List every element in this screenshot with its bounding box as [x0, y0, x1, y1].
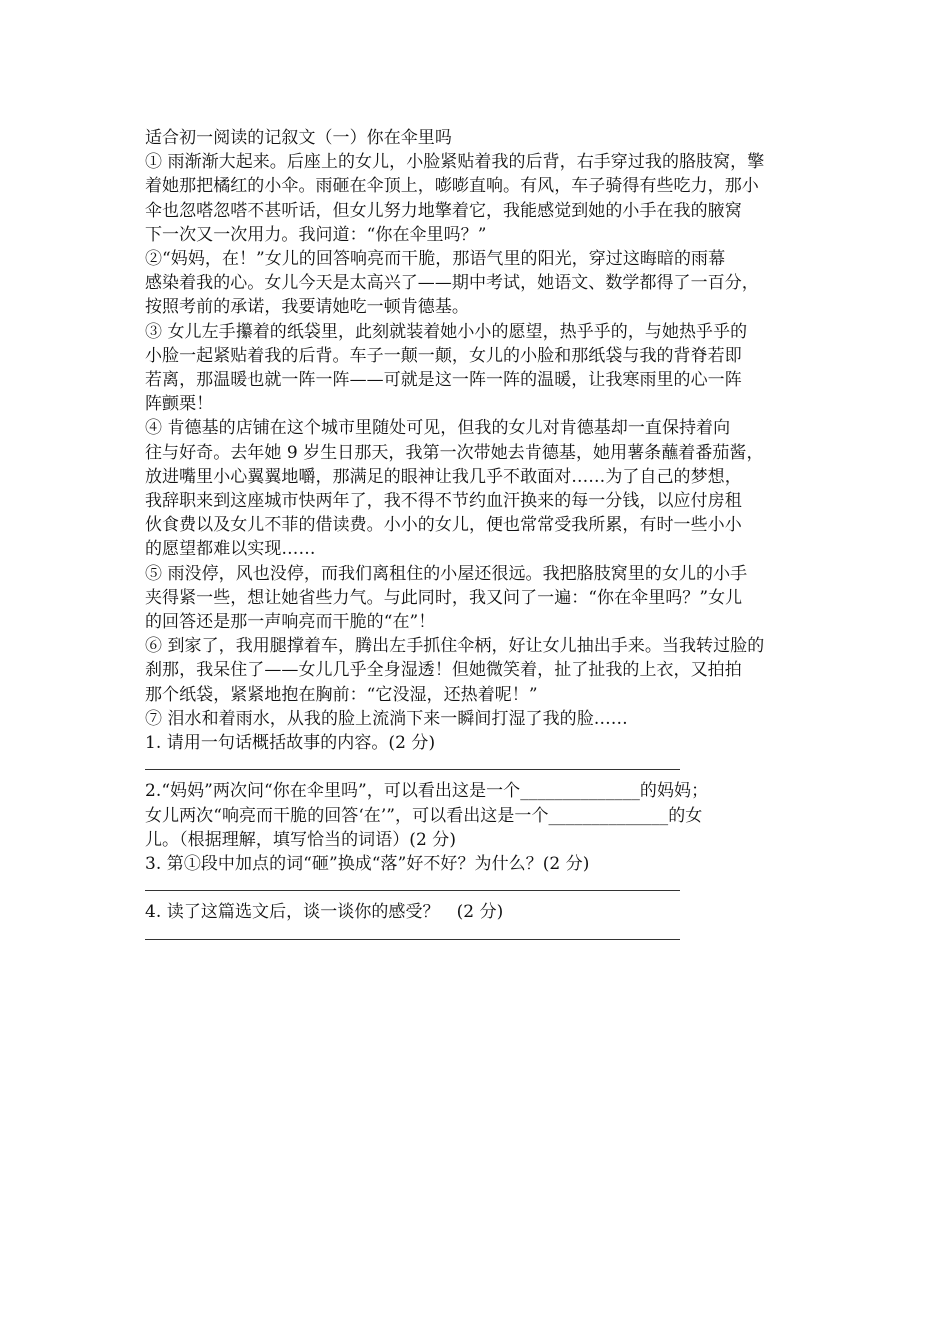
paragraph-line: 那个纸袋，紧紧地抱在胸前：“它没湿，还热着呢！” — [145, 684, 538, 705]
paragraph-line: 夹得紧一些，想让她省些力气。与此同时，我又问了一遍：“你在伞里吗？”女儿 — [145, 587, 743, 608]
question-2-line: 儿。（根据理解，填写恰当的词语）(2 分) — [145, 829, 457, 850]
document-page — [145, 126, 811, 949]
answer-rule — [145, 890, 680, 891]
question-1: 1. 请用一句话概括故事的内容。(2 分) — [145, 733, 436, 754]
question-3: 3. 第①段中加点的词“砸”换成“落”好不好？为什么？(2 分) — [145, 854, 590, 875]
paragraph-line: 刹那，我呆住了——女儿几乎全身湿透！但她微笑着，扯了扯我的上衣，又拍拍 — [145, 660, 742, 681]
paragraph-line: 的愿望都难以实现…… — [145, 539, 316, 560]
paragraph-line: 感染着我的心。女儿今天是太高兴了——期中考试，她语文、数学都得了一百分， — [145, 273, 759, 294]
paragraph-line: 按照考前的承诺，我要请她吃一顿肯德基。 — [145, 297, 469, 318]
paragraph-line: ③ 女儿左手攥着的纸袋里，此刻就装着她小小的愿望，热乎乎的，与她热乎乎的 — [145, 321, 748, 342]
answer-line-q3 — [145, 876, 811, 900]
paragraph-line: 我辞职来到这座城市快两年了，我不得不节约血汗换来的每一分钱，以应付房租 — [145, 491, 742, 512]
paragraph-line: 的回答还是那一声响亮而干脆的“在”！ — [145, 612, 436, 633]
paragraph-line: 伞也忽嗒忽嗒不甚听话，但女儿努力地擎着它，我能感觉到她的小手在我的腋窝 — [145, 200, 742, 221]
paragraph-line: 若离，那温暖也就一阵一阵——可就是这一阵一阵的温暖，让我寒雨里的心一阵 — [145, 370, 742, 391]
answer-line-q4 — [145, 925, 811, 949]
paragraph-line: ④ 肯德基的店铺在这个城市里随处可见，但我的女儿对肯德基却一直保持着向 — [145, 418, 731, 439]
paragraph-line: 往与好奇。去年她 9 岁生日那天，我第一次带她去肯德基，她用薯条蘸着番茄酱， — [145, 442, 764, 463]
paragraph-line: 着她那把橘红的小伞。雨砸在伞顶上，嘭嘭直响。有风，车子骑得有些吃力，那小 — [145, 176, 759, 197]
paragraph-line: ⑥ 到家了，我用腿撑着车，腾出左手抓住伞柄，好让女儿抽出手来。当我转过脸的 — [145, 636, 765, 657]
paragraph-line: ⑦ 泪水和着雨水，从我的脸上流淌下来一瞬间打湿了我的脸…… — [145, 708, 628, 729]
document-title: 适合初一阅读的记叙文（一）你在伞里吗 — [145, 128, 452, 148]
answer-line-q1 — [145, 755, 811, 779]
paragraph-line: 阵颤栗！ — [145, 394, 214, 415]
question-4: 4. 读了这篇选文后，谈一谈你的感受？ (2 分) — [145, 902, 504, 923]
answer-rule — [145, 769, 680, 770]
paragraph-line: 放进嘴里小心翼翼地嚼，那满足的眼神让我几乎不敢面对……为了自己的梦想， — [145, 466, 742, 487]
paragraph-line: ⑤ 雨没停，风也没停，而我们离租住的小屋还很远。我把胳肢窝里的女儿的小手 — [145, 563, 748, 584]
answer-rule — [145, 939, 680, 940]
question-2-line: 女儿两次“响亮而干脆的回答‘在’”，可以看出这是一个______________的女 — [145, 805, 703, 826]
question-2-line: 2.“妈妈”两次问“你在伞里吗”，可以看出这是一个______________的妈妈； — [145, 781, 709, 802]
paragraph-line: 下一次又一次用力。我问道：“你在伞里吗？” — [145, 224, 487, 245]
paragraph-line: ① 雨渐渐大起来。后座上的女儿，小脸紧贴着我的后背，右手穿过我的胳肢窝，擎 — [145, 152, 765, 173]
paragraph-line: ②“妈妈，在！”女儿的回答响亮而干脆，那语气里的阳光，穿过这晦暗的雨幕 — [145, 249, 726, 270]
paragraph-line: 小脸一起紧贴着我的后背。车子一颠一颠，女儿的小脸和那纸袋与我的背脊若即 — [145, 345, 742, 366]
paragraph-line: 伙食费以及女儿不菲的借读费。小小的女儿，便也常常受我所累，有时一些小小 — [145, 515, 742, 536]
